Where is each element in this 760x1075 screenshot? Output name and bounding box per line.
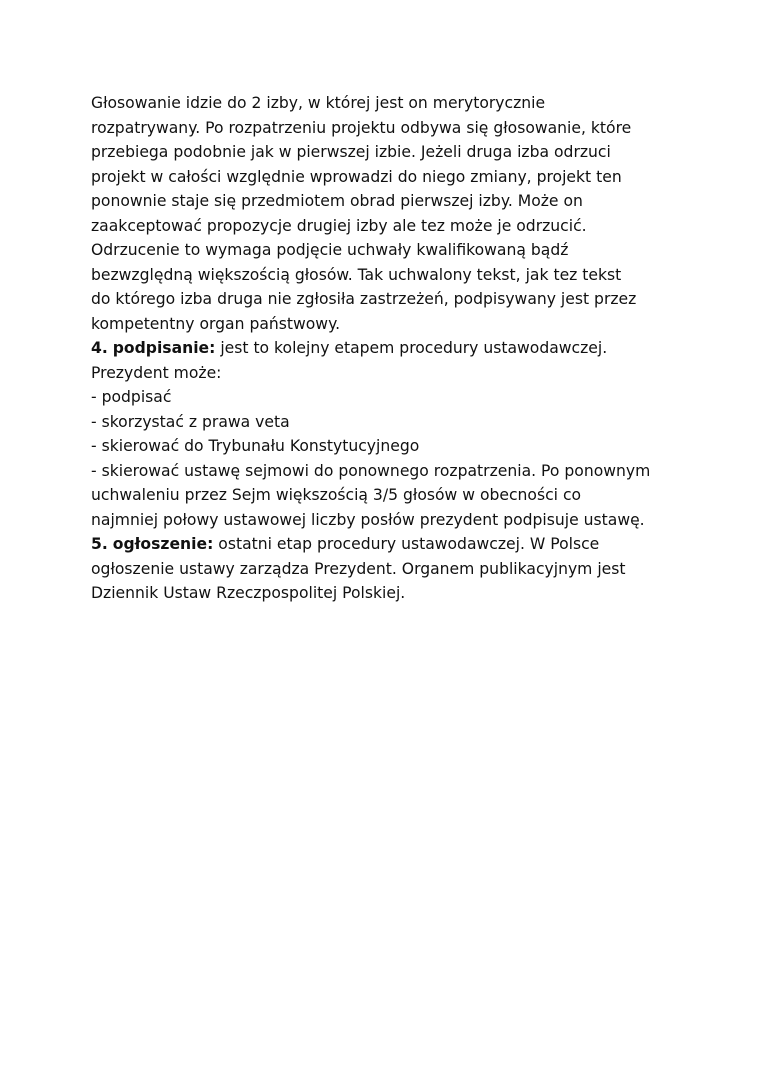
text-line: Głosowanie idzie do 2 izby, w której jest on merytorycznie: [91, 94, 546, 112]
section-term: podpisanie:: [112, 339, 216, 357]
list-item: - skierować ustawę sejmowi do ponownego rozpatrzenia. Po ponownym: [91, 461, 651, 480]
text-line: do którego izba druga nie zgłosiła zastrzeżeń, podpisywany jest przez: [91, 290, 637, 308]
text-line: ogłoszenie ustawy zarządza Prezydent. Organem publikacyjnym jest: [91, 559, 626, 578]
section-heading-line: [91, 336, 691, 361]
text-line: przebiega podobnie jak w pierwszej izbie. Jeżeli druga izba odrzuci: [91, 143, 611, 161]
list-item: - podpisać: [91, 388, 172, 406]
text-line: zaakceptować propozycje drugiej izby ale tez może je odrzucić.: [91, 216, 587, 235]
text-line: ponownie staje się przedmiotem obrad pierwszej izby. Może on: [91, 192, 583, 210]
list-item: - skorzystać z prawa veta: [91, 412, 290, 431]
document-body: [91, 91, 691, 606]
paragraph-vote-second-chamber: [91, 91, 691, 336]
text-line: Prezydent może:: [91, 363, 222, 382]
text-line: bezwzględną większością głosów. Tak uchwalony tekst, jak tez tekst: [91, 265, 622, 284]
text-line: uchwaleniu przez Sejm większością 3/5 głosów w obecności co: [91, 486, 582, 504]
section-lead-text: ostatni etap procedury ustawodawczej. W Polsce: [213, 535, 600, 553]
text-line: Dziennik Ustaw Rzeczpospolitej Polskiej.: [91, 584, 406, 602]
section-number: 5.: [91, 535, 108, 553]
section-lead-text: jest to kolejny etapem procedury ustawodawczej.: [215, 339, 608, 357]
text-line: Odrzucenie to wymaga podjęcie uchwały kwalifikowaną bądź: [91, 241, 569, 259]
list-item: - skierować do Trybunału Konstytucyjnego: [91, 437, 420, 455]
text-line: kompetentny organ państwowy.: [91, 314, 341, 333]
text-line: projekt w całości względnie wprowadzi do niego zmiany, projekt ten: [91, 167, 622, 186]
section-signing: [91, 336, 691, 532]
section-heading-line: [91, 532, 691, 557]
text-line: rozpatrywany. Po rozpatrzeniu projektu odbywa się głosowanie, które: [91, 118, 632, 137]
section-term: ogłoszenie:: [112, 535, 214, 553]
section-number: 4.: [91, 339, 108, 357]
section-announcement: [91, 532, 691, 606]
text-line: najmniej połowy ustawowej liczby posłów prezydent podpisuje ustawę.: [91, 510, 645, 529]
